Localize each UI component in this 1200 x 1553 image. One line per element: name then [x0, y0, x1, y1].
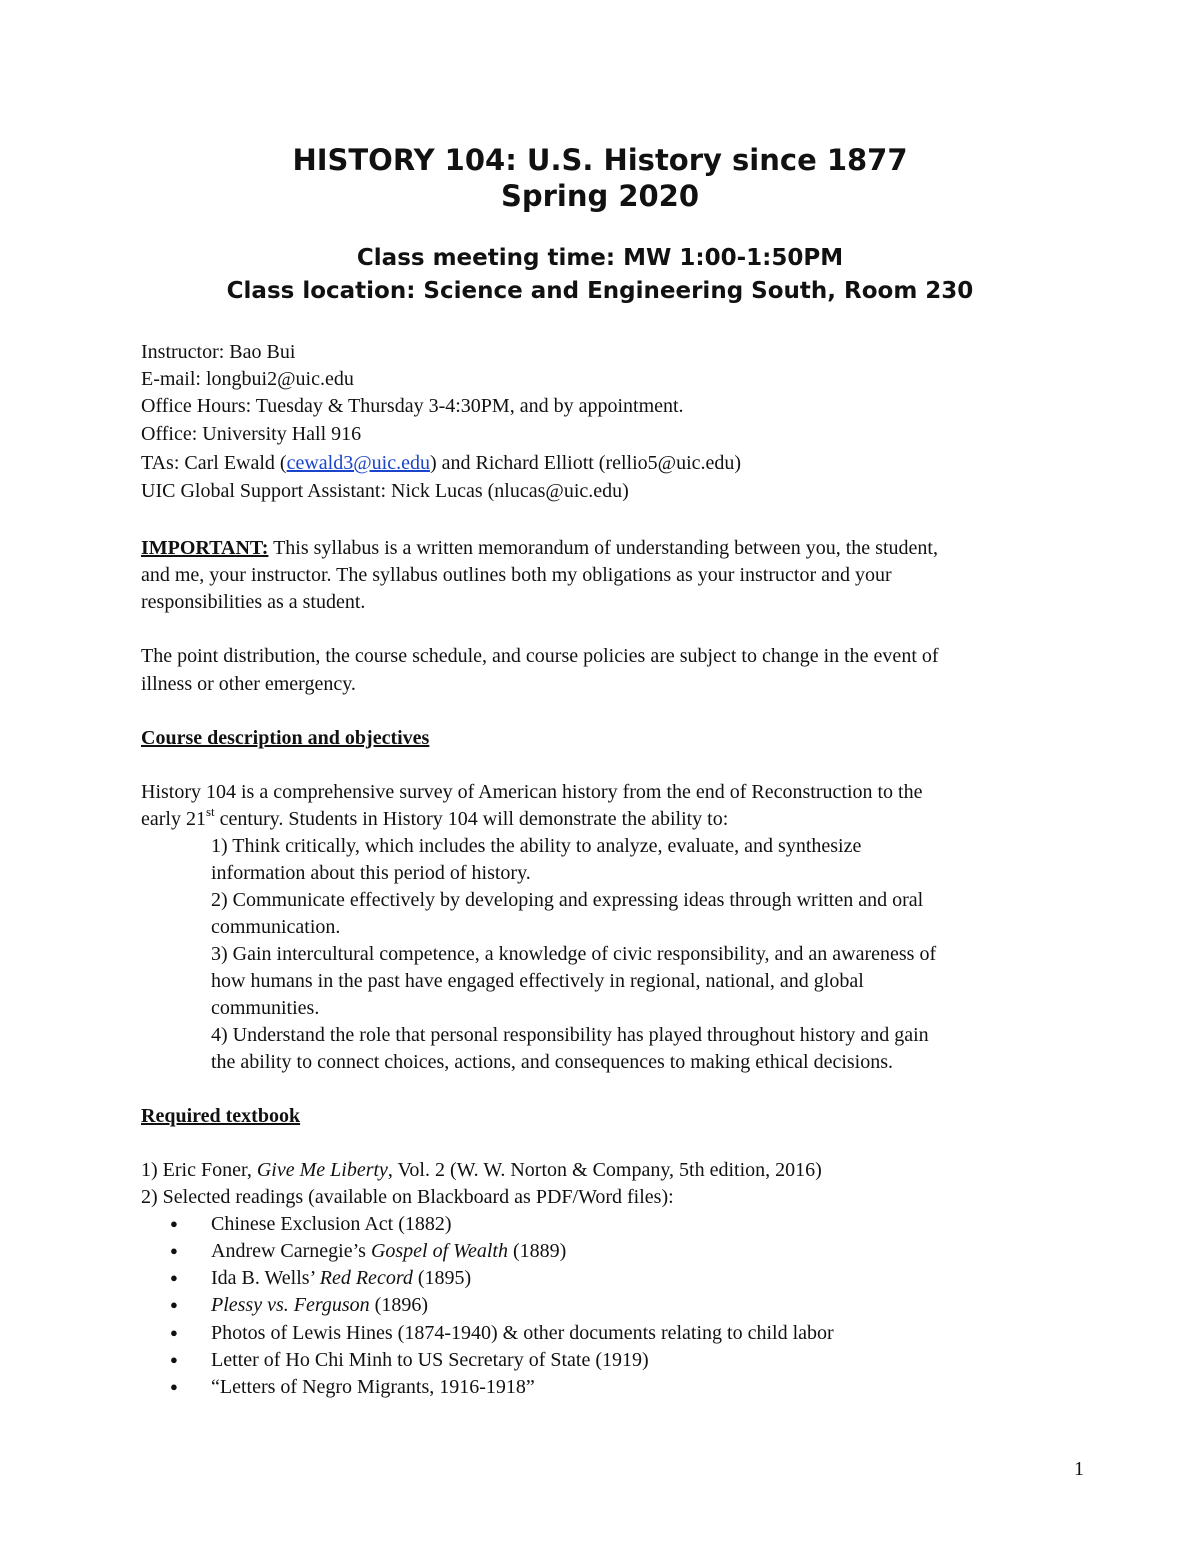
- objective-3-line-1: 3) Gain intercultural competence, a knowledge of civic responsibility, and an awareness of: [211, 943, 937, 965]
- objective-3-line-2: how humans in the past have engaged effectively in regional, national, and global: [211, 970, 864, 992]
- reading-5: Photos of Lewis Hines (1874-1940) & other documents relating to child labor: [211, 1322, 834, 1344]
- class-location: Class location: Science and Engineering South, Room 230: [226, 278, 974, 304]
- objective-2-line-1: 2) Communicate effectively by developing and expressing ideas through written and oral: [211, 889, 924, 911]
- textbook-1-title: Give Me Liberty: [256, 1159, 388, 1181]
- reading-2-author: Andrew Carnegie’s: [211, 1240, 371, 1262]
- bullet-icon: [170, 1320, 178, 1348]
- bullet-icon: [170, 1292, 178, 1320]
- objective-3-line-3: communities.: [211, 997, 320, 1019]
- change-note-line-2: illness or other emergency.: [141, 673, 356, 695]
- bullet-icon: [170, 1211, 178, 1239]
- description-intro-1: History 104 is a comprehensive survey of American history from the end of Reconstruction to the: [141, 781, 923, 803]
- course-description-heading: Course description and objectives: [141, 727, 430, 749]
- textbook-heading: Required textbook: [141, 1105, 301, 1127]
- office-hours-line: Office Hours: Tuesday & Thursday 3-4:30PM, and by appointment.: [141, 395, 684, 417]
- reading-4-title: Plessy vs. Ferguson: [211, 1294, 370, 1316]
- textbook-1-details: , Vol. 2 (W. W. Norton & Company, 5th edition, 2016): [387, 1159, 822, 1181]
- bullet-icon: [170, 1265, 178, 1293]
- tas-prefix: TAs: Carl Ewald (: [141, 452, 287, 474]
- reading-4-year: (1896): [369, 1294, 428, 1316]
- bullet-icon: [170, 1374, 178, 1402]
- objective-2-line-2: communication.: [211, 916, 341, 938]
- important-line-2: and me, your instructor. The syllabus outlines both my obligations as your instructor and your: [141, 564, 892, 586]
- tas-suffix: ) and Richard Elliott (rellio5@uic.edu): [429, 452, 742, 474]
- reading-3-year: (1895): [412, 1267, 472, 1289]
- ta-email-link[interactable]: cewald3@uic.edu: [286, 452, 430, 474]
- textbook-item-1: [141, 1157, 822, 1184]
- bullet-icon: [170, 1347, 178, 1375]
- textbook-item-2: 2) Selected readings (available on Blackboard as PDF/Word files):: [141, 1186, 674, 1208]
- reading-2: [211, 1238, 566, 1265]
- reading-3-title: Red Record: [319, 1267, 413, 1289]
- reading-7: “Letters of Negro Migrants, 1916-1918”: [211, 1376, 535, 1398]
- office-line: Office: University Hall 916: [141, 423, 362, 445]
- objective-1-line-1: 1) Think critically, which includes the ability to analyze, evaluate, and synthesize: [211, 835, 862, 857]
- reading-2-title: Gospel of Wealth: [370, 1240, 508, 1262]
- description-intro-2: [141, 806, 728, 833]
- course-title: HISTORY 104: U.S. History since 1877: [292, 143, 908, 177]
- reading-6: Letter of Ho Chi Minh to US Secretary of State (1919): [211, 1349, 649, 1371]
- intro2-part-a: early 21: [141, 808, 206, 830]
- intro2-part-b: century. Students in History 104 will demonstrate the ability to:: [214, 808, 729, 830]
- textbook-1-author: 1) Eric Foner,: [141, 1159, 257, 1181]
- page-number: 1: [1074, 1458, 1084, 1480]
- reading-2-year: (1889): [507, 1240, 567, 1262]
- support-assistant-line: UIC Global Support Assistant: Nick Lucas (nlucas@uic.edu): [141, 480, 629, 502]
- important-label: IMPORTANT:: [141, 537, 269, 559]
- course-term: Spring 2020: [500, 179, 700, 213]
- important-line-3: responsibilities as a student.: [141, 591, 366, 613]
- meeting-time: Class meeting time: MW 1:00-1:50PM: [356, 245, 844, 271]
- reading-3-author: Ida B. Wells’: [211, 1267, 320, 1289]
- change-note-line-1: The point distribution, the course schedule, and course policies are subject to change in the event of: [141, 645, 939, 667]
- objective-1-line-2: information about this period of history.: [211, 862, 531, 884]
- objective-4-line-1: 4) Understand the role that personal responsibility has played throughout history and gain: [211, 1024, 929, 1046]
- instructor-line: Instructor: Bao Bui: [141, 341, 296, 363]
- email-line: E-mail: longbui2@uic.edu: [141, 368, 354, 390]
- intro2-superscript: st: [205, 804, 215, 820]
- important-text-1: This syllabus is a written memorandum of understanding between you, the student,: [268, 537, 938, 559]
- bullet-icon: [170, 1238, 178, 1266]
- tas-line: [141, 450, 741, 477]
- reading-3: [211, 1265, 471, 1292]
- important-line-1: [141, 535, 938, 562]
- reading-1: Chinese Exclusion Act (1882): [211, 1213, 452, 1235]
- objective-4-line-2: the ability to connect choices, actions, and consequences to making ethical decisions.: [211, 1051, 894, 1073]
- reading-4: [211, 1292, 428, 1319]
